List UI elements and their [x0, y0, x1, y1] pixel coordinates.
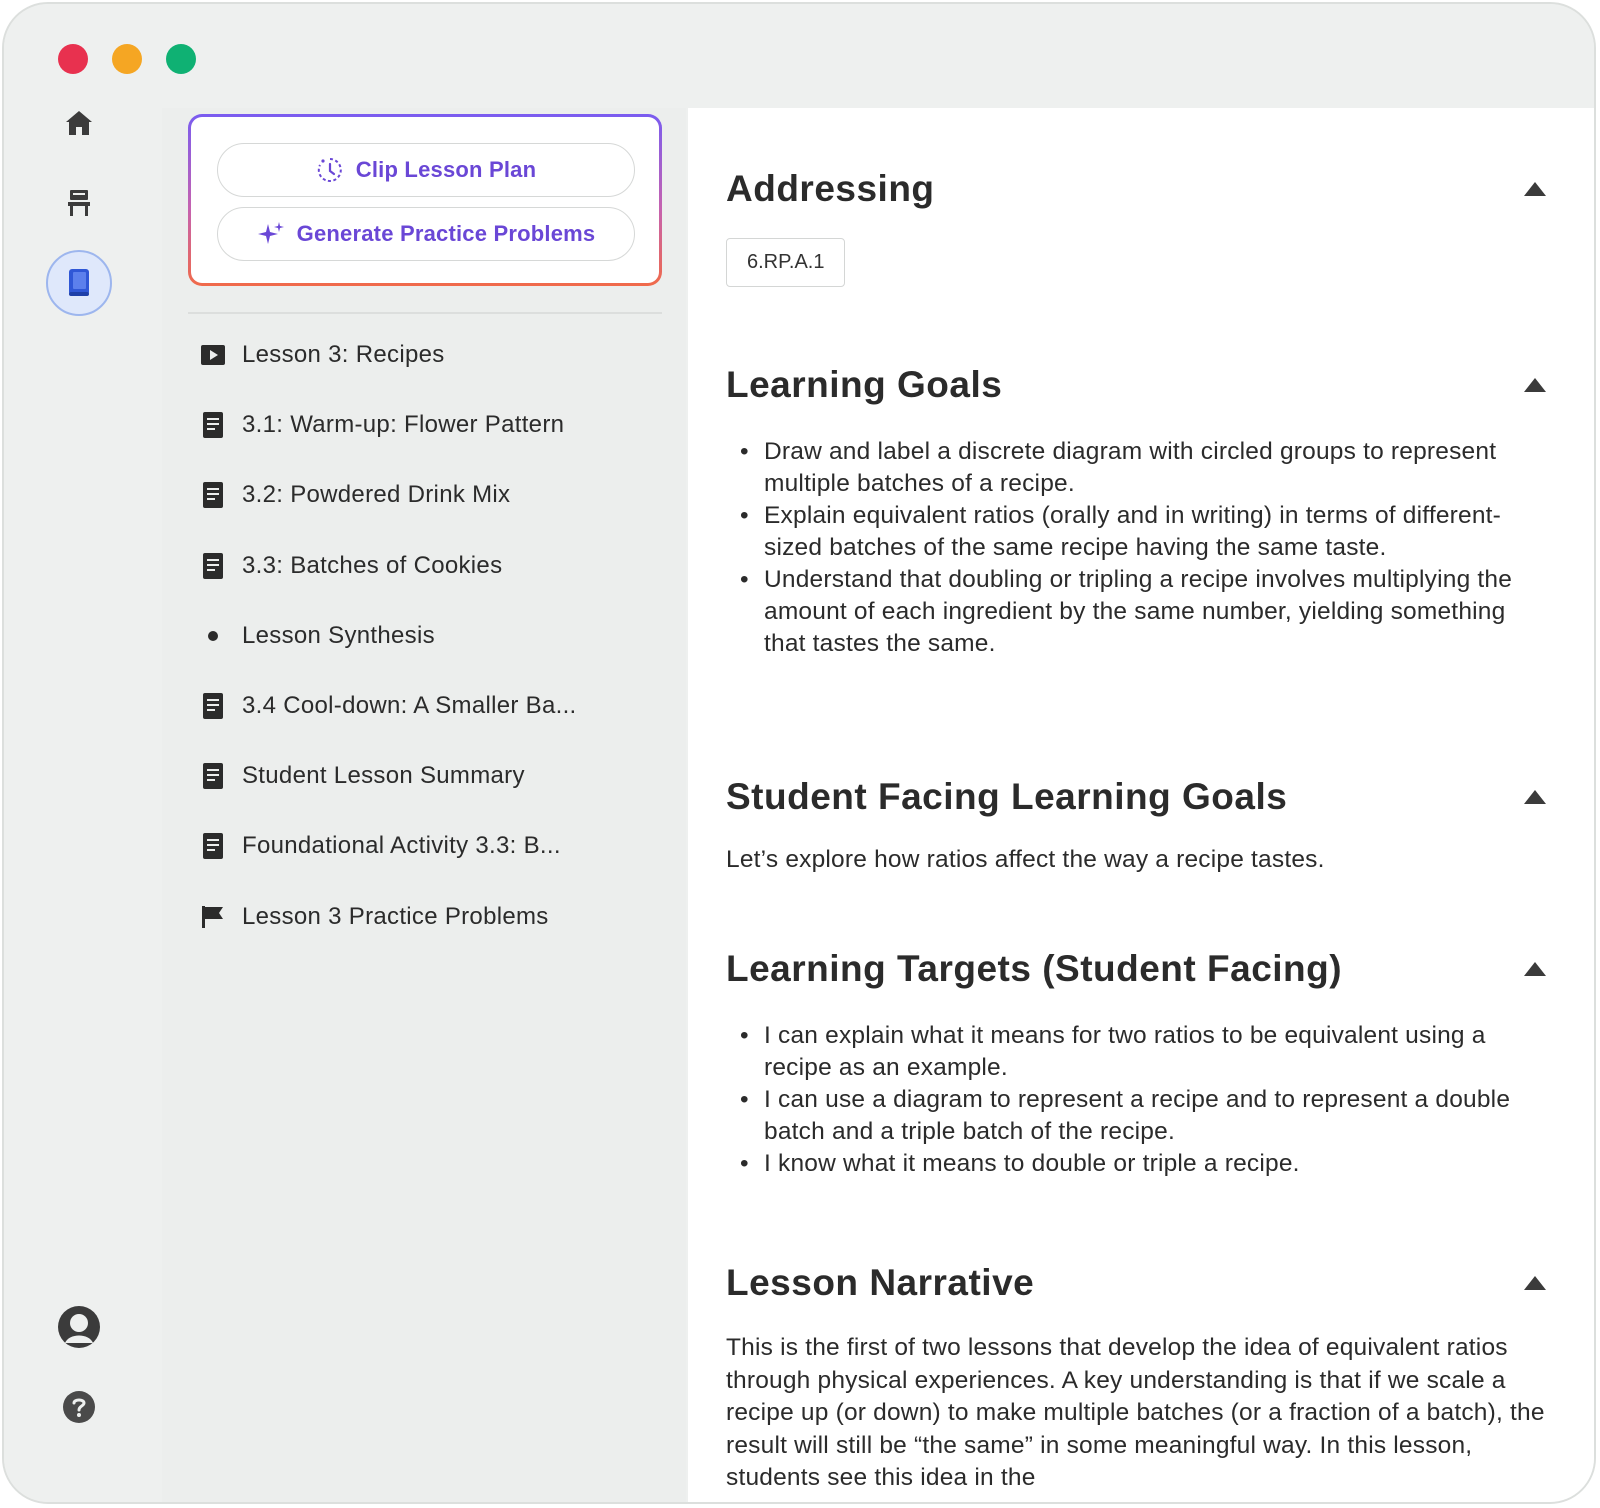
lesson-content — [688, 108, 1594, 1502]
document-icon — [203, 412, 223, 438]
nav-item-practice-problems[interactable] — [200, 882, 660, 952]
collapse-caret-icon[interactable] — [1522, 788, 1548, 806]
nav-item-3-4[interactable] — [200, 671, 660, 741]
app-window — [2, 2, 1596, 1504]
title-bar — [4, 4, 1594, 108]
account-icon — [57, 1305, 101, 1349]
book-icon — [67, 268, 91, 298]
bullet-icon — [207, 630, 219, 642]
collapse-caret-icon[interactable] — [1522, 960, 1548, 978]
lesson-nav-panel — [162, 108, 686, 1502]
generate-practice-problems-button[interactable] — [217, 207, 635, 261]
nav-item-3-1[interactable] — [200, 390, 660, 460]
generate-practice-problems-label: Generate Practice Problems — [296, 221, 596, 246]
clip-lesson-plan-button[interactable] — [217, 143, 635, 197]
minimize-window-button[interactable] — [112, 44, 142, 74]
sparkle-icon — [257, 220, 285, 248]
list-item: • Draw and label a discrete diagram with circled groups to represent multiple batches of a recipe. — [740, 436, 1554, 500]
nav-divider — [188, 312, 662, 314]
section-title: Student Facing Learning Goals — [726, 776, 1288, 817]
document-icon — [203, 833, 223, 859]
flag-icon — [201, 905, 225, 929]
lesson-narrative-section — [726, 1262, 1554, 1495]
nav-item-label: Student Lesson Summary — [242, 762, 525, 790]
section-title: Addressing — [726, 168, 935, 209]
nav-item-student-lesson-summary[interactable] — [200, 741, 660, 811]
list-item: • I can use a diagram to represent a recipe and to represent a double batch and a triple batch of the recipe. — [740, 1084, 1554, 1148]
nav-item-label: 3.1: Warm-up: Flower Pattern — [242, 411, 565, 439]
section-title: Learning Targets (Student Facing) — [726, 948, 1343, 989]
collapse-caret-icon[interactable] — [1522, 1274, 1548, 1292]
list-item: • I know what it means to double or triple a recipe. — [740, 1148, 1554, 1180]
video-icon — [201, 345, 225, 365]
lessons-button[interactable] — [46, 250, 112, 316]
nav-item-label: 3.3: Batches of Cookies — [242, 551, 503, 579]
section-title: Lesson Narrative — [726, 1262, 1035, 1303]
list-item: • Understand that doubling or tripling a recipe involves multiplying the amount of each ingredient by the same number, yielding something that tastes the same. — [740, 564, 1554, 660]
home-icon — [65, 110, 93, 136]
standard-tag[interactable]: 6.RP.A.1 — [726, 238, 845, 287]
nav-item-label: Lesson Synthesis — [242, 621, 435, 649]
learning-goals-section — [726, 364, 1554, 660]
clip-lesson-plan-label: Clip Lesson Plan — [355, 157, 537, 182]
icon-rail — [4, 108, 160, 1502]
nav-item-3-2[interactable] — [200, 460, 660, 530]
nav-item-3-3[interactable] — [200, 531, 660, 601]
zoom-window-button[interactable] — [166, 44, 196, 74]
classroom-button[interactable] — [46, 170, 112, 236]
list-item: • Explain equivalent ratios (orally and in writing) in terms of different-sized batches of the same recipe having the same taste. — [740, 500, 1554, 564]
account-button[interactable] — [46, 1294, 112, 1360]
home-button[interactable] — [46, 90, 112, 156]
lesson-outline — [200, 320, 660, 952]
learning-goals-list — [726, 436, 1554, 660]
addressing-section — [726, 168, 1554, 287]
section-text: This is the first of two lessons that develop the idea of equivalent ratios through physical experiences. A key understanding is that if we scale a recipe up (or down) to make multiple batches (or a fraction of a batch), the result will still be “the same” in some meaningful way. In this lesson, students see this idea in the — [726, 1334, 1545, 1491]
ai-actions-box — [188, 114, 662, 286]
learning-targets-list — [726, 1020, 1554, 1180]
collapse-caret-icon[interactable] — [1522, 180, 1548, 198]
close-window-button[interactable] — [58, 44, 88, 74]
help-icon — [62, 1390, 96, 1424]
document-icon — [203, 693, 223, 719]
nav-item-label: Foundational Activity 3.3: B... — [242, 832, 561, 860]
nav-item-lesson-synthesis[interactable] — [200, 601, 660, 671]
chair-icon — [67, 189, 91, 217]
section-text: Let’s explore how ratios affect the way a recipe tastes. — [726, 846, 1325, 873]
learning-targets-section — [726, 948, 1554, 1180]
clip-timer-icon — [316, 156, 344, 184]
nav-item-foundational-activity[interactable] — [200, 811, 660, 881]
section-title: Learning Goals — [726, 364, 1003, 405]
nav-item-label: 3.4 Cool-down: A Smaller Ba... — [242, 692, 577, 720]
nav-item-label: Lesson 3 Practice Problems — [242, 902, 549, 930]
student-facing-goals-section — [726, 776, 1554, 877]
nav-item-lesson-3[interactable] — [200, 320, 660, 390]
nav-item-label: Lesson 3: Recipes — [242, 341, 445, 369]
document-icon — [203, 763, 223, 789]
document-icon — [203, 553, 223, 579]
help-button[interactable] — [46, 1374, 112, 1440]
list-item: • I can explain what it means for two ratios to be equivalent using a recipe as an example. — [740, 1020, 1554, 1084]
nav-item-label: 3.2: Powdered Drink Mix — [242, 481, 511, 509]
document-icon — [203, 482, 223, 508]
collapse-caret-icon[interactable] — [1522, 376, 1548, 394]
